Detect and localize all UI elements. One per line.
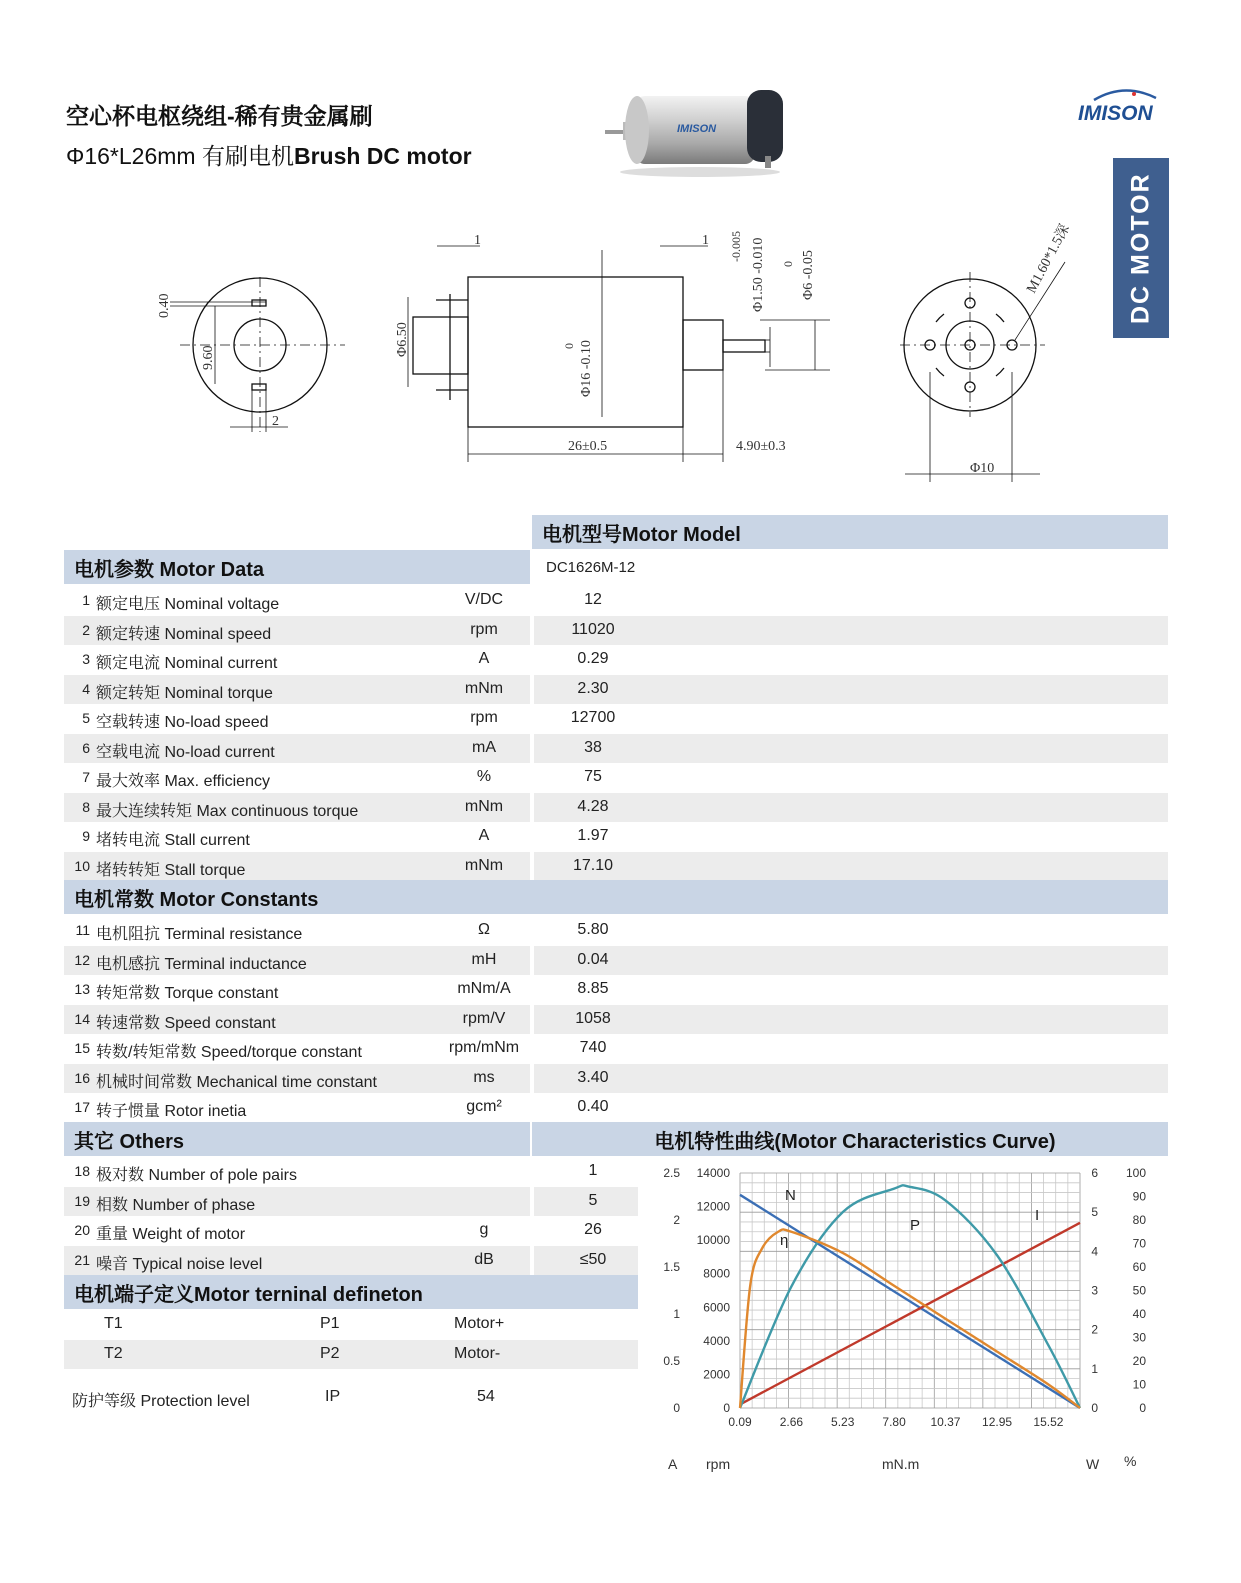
row-value: 8.85 xyxy=(577,980,609,997)
row-unit: mNm xyxy=(464,856,504,874)
motor-photo xyxy=(605,80,795,180)
x-tick-label: 10.37 xyxy=(930,1415,961,1429)
y-tick-label-pct: 30 xyxy=(1132,1330,1146,1345)
row-value: 0.29 xyxy=(577,650,609,667)
row-unit: % xyxy=(476,768,492,785)
section-motor-data: 电机参数 Motor Data xyxy=(64,550,530,584)
row-value: 0.40 xyxy=(577,1098,609,1115)
series-label-P: P xyxy=(910,1217,921,1234)
x-tick-label: 0.09 xyxy=(728,1415,752,1429)
table-row xyxy=(64,645,1168,674)
row-name: 堵转电流 Stall current xyxy=(96,832,250,849)
y-tick-label-A: 2 xyxy=(673,1213,680,1227)
row-value: 17.10 xyxy=(572,856,614,874)
row-name: 空载转速 No-load speed xyxy=(96,714,269,731)
row-name: 额定转矩 Nominal torque xyxy=(96,684,273,702)
section-terminal: 电机端子定义Motor terninal defineton xyxy=(64,1275,638,1309)
dim-26: 26±0.5 xyxy=(568,439,608,454)
row-name: 电机感抗 Terminal inductance xyxy=(96,955,307,973)
dim-16: Φ16 -0.10 xyxy=(579,340,594,397)
row-name: 堵转转矩 Stall torque xyxy=(96,861,246,879)
dim-150-upper: -0.005 xyxy=(729,231,743,262)
row-name: 相数 Number of phase xyxy=(96,1196,256,1214)
row-number: 11 xyxy=(75,922,90,938)
row-name: 极对数 Number of pole pairs xyxy=(96,1167,297,1184)
row-value: 4.28 xyxy=(577,797,609,815)
y-tick-label-rpm: 4000 xyxy=(703,1333,730,1348)
row-value: 5 xyxy=(588,1191,598,1209)
dim-10: Φ10 xyxy=(970,461,995,476)
table-row xyxy=(64,586,1168,615)
terminal-pin: P1 xyxy=(320,1315,340,1332)
characteristics-chart xyxy=(650,1160,1150,1480)
protection-unit: IP xyxy=(325,1388,341,1405)
row-number: 20 xyxy=(74,1222,90,1238)
row-name: 空载电流 No-load current xyxy=(96,743,275,761)
row-unit: mNm/A xyxy=(457,980,511,997)
row-number: 12 xyxy=(74,951,90,968)
table-row xyxy=(64,1157,638,1186)
model-name: DC1626M-12 xyxy=(546,559,636,576)
y-tick-label-W: 6 xyxy=(1091,1166,1098,1180)
row-value: 75 xyxy=(584,768,602,785)
row-name: 额定电压 Nominal voltage xyxy=(96,596,280,613)
table-row xyxy=(64,1093,1168,1122)
row-number: 16 xyxy=(74,1069,90,1086)
row-number: 7 xyxy=(82,769,90,785)
dim-6: Φ6 -0.05 xyxy=(801,250,816,300)
dim-6-upper: 0 xyxy=(781,261,795,267)
dim-650: Φ6.50 xyxy=(395,322,410,357)
terminal-row xyxy=(64,1310,638,1339)
y-tick-label-pct: 40 xyxy=(1132,1307,1146,1321)
row-unit: dB xyxy=(474,1250,494,1268)
row-number: 5 xyxy=(82,710,90,726)
row-number: 19 xyxy=(74,1192,90,1209)
y-tick-label-rpm: 2000 xyxy=(703,1367,730,1382)
y-tick-label-rpm: 8000 xyxy=(703,1266,730,1281)
row-value: 1058 xyxy=(575,1009,611,1027)
y-tick-label-A: 2.5 xyxy=(663,1166,680,1180)
row-value: 11020 xyxy=(571,620,615,638)
row-name: 机械时间常数 Mechanical time constant xyxy=(96,1073,377,1091)
series-label-N: N xyxy=(785,1187,796,1204)
table-row xyxy=(64,616,1168,645)
y-tick-label-rpm: 0 xyxy=(723,1401,730,1415)
y-tick-label-W: 0 xyxy=(1091,1401,1098,1415)
table-row xyxy=(64,1005,1168,1034)
row-name: 额定转速 Nominal speed xyxy=(96,625,272,643)
row-name: 额定电流 Nominal current xyxy=(96,655,278,672)
table-row xyxy=(64,704,1168,733)
row-name: 转矩常数 Torque constant xyxy=(96,985,279,1002)
protection-value: 54 xyxy=(477,1388,495,1405)
row-unit: rpm/V xyxy=(462,1009,506,1027)
y-tick-label-pct: 100 xyxy=(1125,1166,1146,1180)
logo-text: IMISON xyxy=(1078,102,1153,125)
row-number: 4 xyxy=(82,680,90,697)
row-number: 3 xyxy=(82,651,90,667)
y-tick-label-W: 2 xyxy=(1091,1322,1098,1337)
table-row xyxy=(64,763,1168,792)
table-row xyxy=(64,1246,638,1275)
y-tick-label-A: 0.5 xyxy=(663,1354,680,1368)
row-name: 重量 Weight of motor xyxy=(96,1226,246,1243)
x-tick-label: 7.80 xyxy=(882,1415,906,1429)
table-row xyxy=(64,975,1168,1004)
y-tick-label-A: 1 xyxy=(673,1307,680,1321)
axis-label-a: A xyxy=(668,1456,678,1472)
row-number: 18 xyxy=(74,1163,90,1179)
row-unit: mH xyxy=(471,950,497,968)
row-name: 转速常数 Speed constant xyxy=(96,1014,276,1032)
y-tick-label-W: 3 xyxy=(1091,1283,1098,1298)
row-value: 3.40 xyxy=(577,1068,609,1086)
row-number: 10 xyxy=(74,857,90,874)
x-tick-label: 2.66 xyxy=(779,1415,804,1429)
y-tick-label-pct: 90 xyxy=(1132,1189,1146,1204)
table-row xyxy=(64,1034,1168,1063)
brand-logo xyxy=(1076,84,1172,128)
dim-1a: 1 xyxy=(474,233,481,248)
row-unit: mNm xyxy=(464,797,504,815)
row-value: 2.30 xyxy=(577,679,609,697)
row-name: 电机阻抗 Terminal resistance xyxy=(96,926,303,943)
row-number: 2 xyxy=(82,621,90,638)
y-tick-label-A: 1.5 xyxy=(663,1260,680,1274)
table-row xyxy=(64,822,1168,851)
y-tick-label-pct: 50 xyxy=(1132,1283,1146,1298)
y-tick-label-rpm: 10000 xyxy=(696,1233,730,1248)
row-value: 38 xyxy=(584,738,602,756)
row-name: 转数/转矩常数 Speed/torque constant xyxy=(96,1044,362,1061)
row-name: 转子惯量 Rotor inetia xyxy=(96,1103,247,1120)
y-tick-label-A: 0 xyxy=(673,1401,680,1415)
row-number: 8 xyxy=(82,798,90,815)
table-row xyxy=(64,1064,1168,1093)
row-number: 13 xyxy=(74,981,90,997)
y-tick-label-pct: 70 xyxy=(1132,1236,1146,1251)
row-value: 1 xyxy=(588,1162,598,1179)
row-unit: rpm xyxy=(470,709,498,726)
row-unit: rpm/mNm xyxy=(448,1039,520,1056)
row-name: 噪音 Typical noise level xyxy=(96,1255,263,1273)
y-tick-label-W: 4 xyxy=(1091,1244,1098,1259)
row-number: 1 xyxy=(82,592,90,608)
row-unit: g xyxy=(479,1221,489,1238)
table-row xyxy=(64,1187,638,1216)
y-tick-label-pct: 10 xyxy=(1132,1377,1146,1392)
axis-label-w: W xyxy=(1086,1456,1100,1472)
dim-16-upper: 0 xyxy=(562,343,576,349)
terminal-function: Motor+ xyxy=(454,1315,505,1332)
axis-label-rpm: rpm xyxy=(706,1456,731,1472)
row-value: 12 xyxy=(584,591,602,608)
y-tick-label-rpm: 14000 xyxy=(696,1166,730,1180)
table-row xyxy=(64,946,1168,975)
y-tick-label-W: 5 xyxy=(1091,1205,1098,1220)
row-value: 1.97 xyxy=(577,827,609,844)
row-value: 5.80 xyxy=(577,921,609,938)
chart-title: 电机特性曲线(Motor Characteristics Curve) xyxy=(532,1122,1168,1156)
row-value: 26 xyxy=(584,1221,602,1238)
row-value: 0.04 xyxy=(577,950,609,968)
terminal-function: Motor- xyxy=(454,1345,501,1362)
y-tick-label-rpm: 6000 xyxy=(703,1300,730,1315)
table-row xyxy=(64,734,1168,763)
page-subtitle xyxy=(66,138,472,171)
y-tick-label-pct: 20 xyxy=(1132,1354,1146,1368)
row-number: 17 xyxy=(74,1099,90,1115)
table-row xyxy=(64,1216,638,1245)
dim-150: Φ1.50 -0.010 xyxy=(751,237,766,312)
row-value: ≤50 xyxy=(579,1250,607,1268)
row-number: 6 xyxy=(82,739,90,756)
dim-960: 9.60 xyxy=(201,345,216,370)
x-tick-label: 15.52 xyxy=(1033,1415,1064,1429)
motor-label: IMISON xyxy=(677,123,717,135)
y-tick-label-pct: 0 xyxy=(1139,1401,1146,1415)
row-value: 12700 xyxy=(570,709,616,726)
model-header: 电机型号Motor Model xyxy=(532,515,1168,549)
row-number: 9 xyxy=(82,828,90,844)
row-number: 21 xyxy=(74,1251,90,1268)
table-row xyxy=(64,675,1168,704)
protection-label: 防护等级 Protection level xyxy=(72,1393,250,1410)
row-unit: rpm xyxy=(470,620,498,638)
row-name: 最大效率 Max. efficiency xyxy=(96,773,270,790)
table-row xyxy=(64,852,1168,881)
row-unit: A xyxy=(478,650,490,667)
section-others: 其它 Others xyxy=(64,1122,530,1156)
x-tick-label: 5.23 xyxy=(831,1415,855,1429)
row-unit: mA xyxy=(472,738,496,756)
terminal-id: T2 xyxy=(104,1345,123,1362)
table-row xyxy=(64,793,1168,822)
terminal-row xyxy=(64,1340,638,1369)
terminal-pin: P2 xyxy=(320,1345,340,1362)
row-unit: gcm² xyxy=(466,1098,502,1115)
y-tick-label-pct: 60 xyxy=(1132,1260,1146,1274)
row-unit: V/DC xyxy=(464,591,504,608)
technical-drawing xyxy=(140,222,1073,492)
page-title: 空心杯电枢绕组-稀有贵金属刷 xyxy=(66,103,373,129)
axis-label-x: mN.m xyxy=(882,1456,920,1472)
y-tick-label-pct: 80 xyxy=(1132,1213,1146,1227)
dim-1b: 1 xyxy=(702,233,709,248)
subtitle-bold: Brush DC motor xyxy=(293,143,472,169)
dim-040: 0.40 xyxy=(157,293,172,318)
row-value: 740 xyxy=(579,1039,607,1056)
dim-m16: M1.60*1.5深 xyxy=(1024,222,1073,296)
row-unit: A xyxy=(478,827,490,844)
terminal-id: T1 xyxy=(104,1315,123,1332)
series-label-I: I xyxy=(1035,1207,1040,1224)
row-unit: Ω xyxy=(478,921,490,938)
x-tick-label: 12.95 xyxy=(982,1415,1013,1429)
row-name: 最大连续转矩 Max continuous torque xyxy=(96,802,359,820)
axis-label-pct: % xyxy=(1124,1453,1137,1469)
y-tick-label-W: 1 xyxy=(1091,1361,1098,1376)
subtitle-prefix: Φ16*L26mm 有刷电机 xyxy=(66,143,294,169)
row-unit: mNm xyxy=(464,679,504,697)
row-unit: ms xyxy=(473,1068,495,1086)
series-label-η: η xyxy=(780,1232,789,1249)
row-number: 15 xyxy=(74,1040,90,1056)
dim-490: 4.90±0.3 xyxy=(736,439,786,454)
row-number: 14 xyxy=(74,1010,90,1027)
y-tick-label-rpm: 12000 xyxy=(696,1199,730,1214)
table-row xyxy=(64,916,1168,945)
section-constants: 电机常数 Motor Constants xyxy=(64,880,1168,914)
dim-2: 2 xyxy=(272,414,279,429)
side-tab: DC MOTOR xyxy=(1113,158,1169,338)
